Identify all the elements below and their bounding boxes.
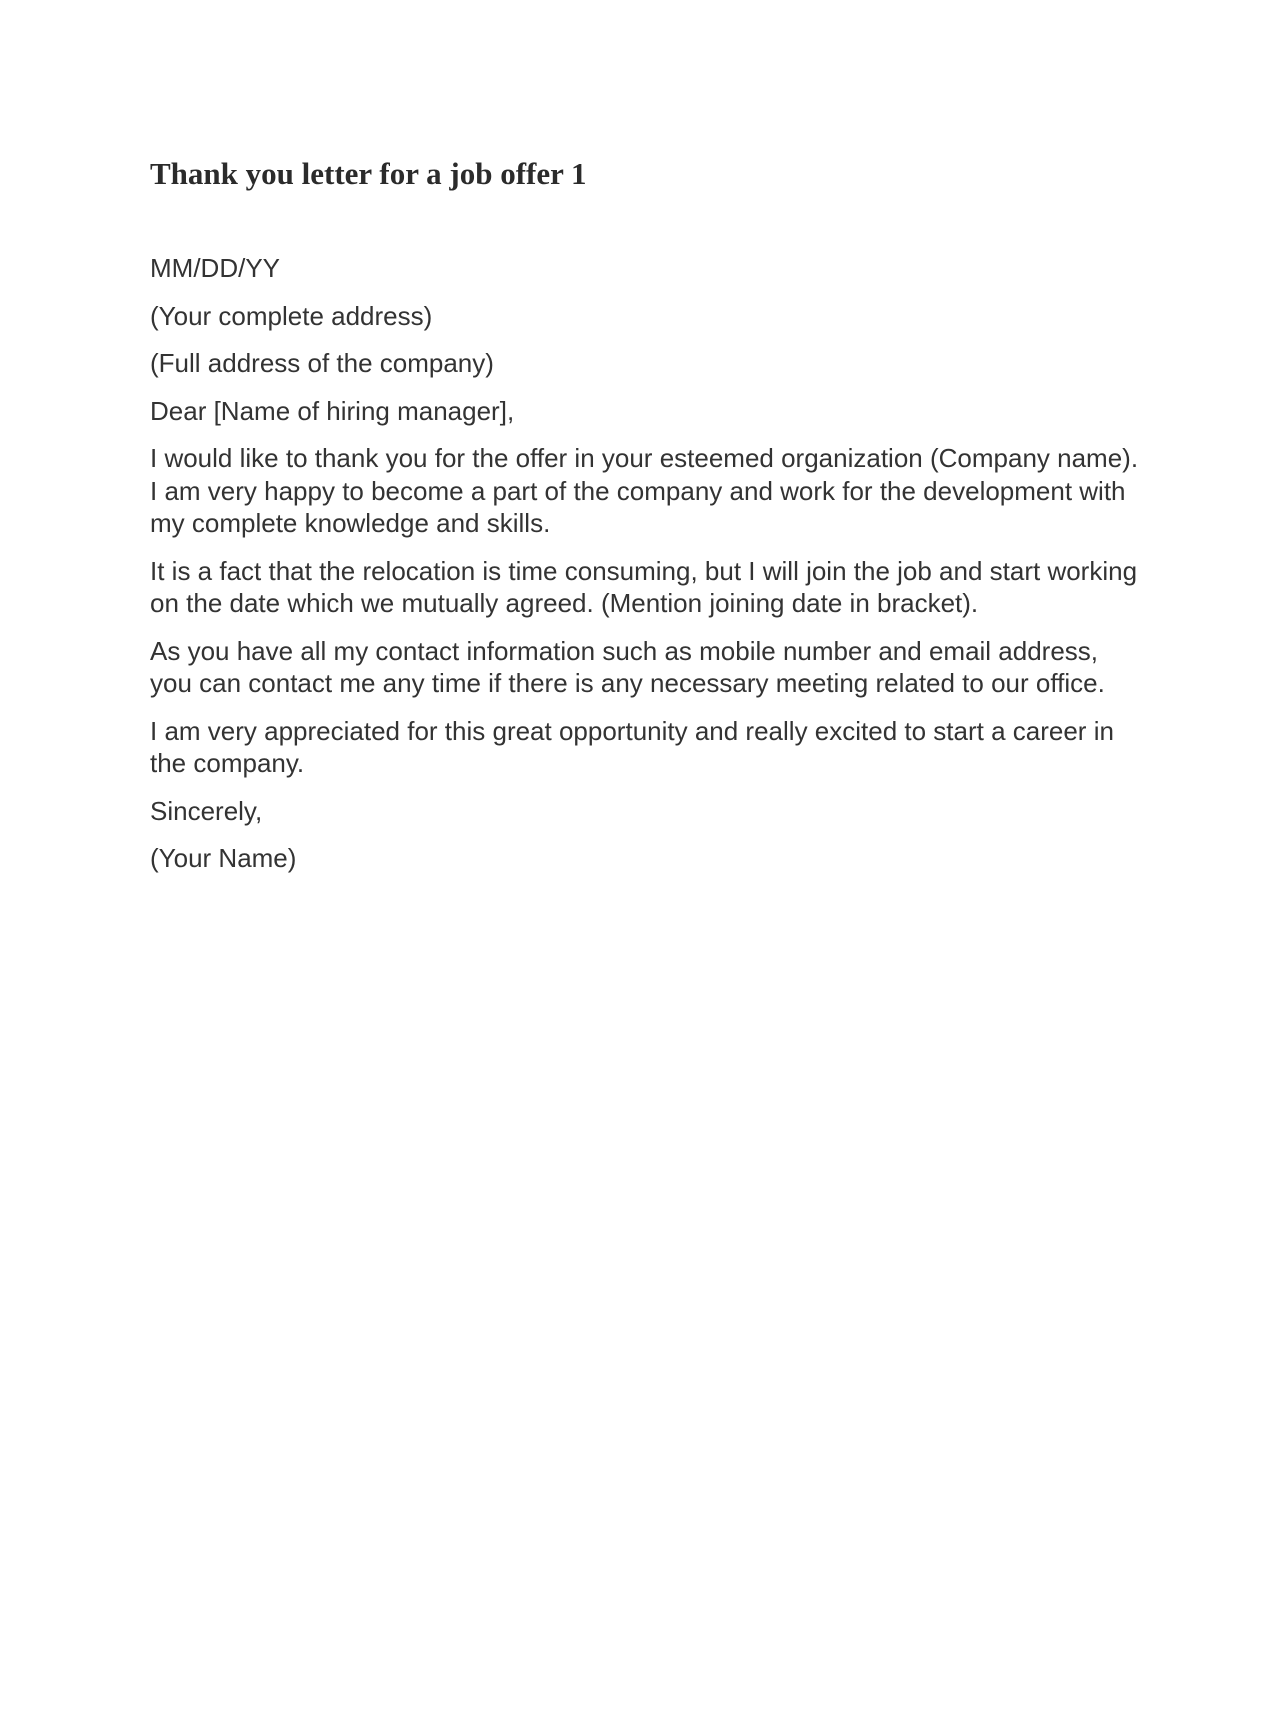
body-paragraph: As you have all my contact information such as mobile number and email address, you can contact me any time if there is any necessary meeting related to our office. xyxy=(150,635,1105,698)
page-title: Thank you letter for a job offer 1 xyxy=(150,156,587,191)
company-address: (Full address of the company) xyxy=(150,348,494,378)
sender-address: (Your complete address) xyxy=(150,300,433,331)
body-paragraph: It is a fact that the relocation is time consuming, but I will join the job and start working on the date which we mutually agreed. (Mention joining date in bracket). xyxy=(150,555,1138,618)
closing: Sincerely, xyxy=(150,795,263,826)
body-paragraph: I am very appreciated for this great opportunity and really excited to start a career in the company. xyxy=(150,715,1114,778)
letter-content xyxy=(150,154,1140,890)
letter-body xyxy=(150,252,1140,875)
body-paragraph: I would like to thank you for the offer in your esteemed organization (Company name). I am very happy to become a part of the company and work for the development with my complete knowledge and skills. xyxy=(150,443,1139,538)
signature: (Your Name) xyxy=(150,843,297,873)
letter-date: MM/DD/YY xyxy=(150,253,280,283)
salutation: Dear [Name of hiring manager], xyxy=(150,395,515,426)
